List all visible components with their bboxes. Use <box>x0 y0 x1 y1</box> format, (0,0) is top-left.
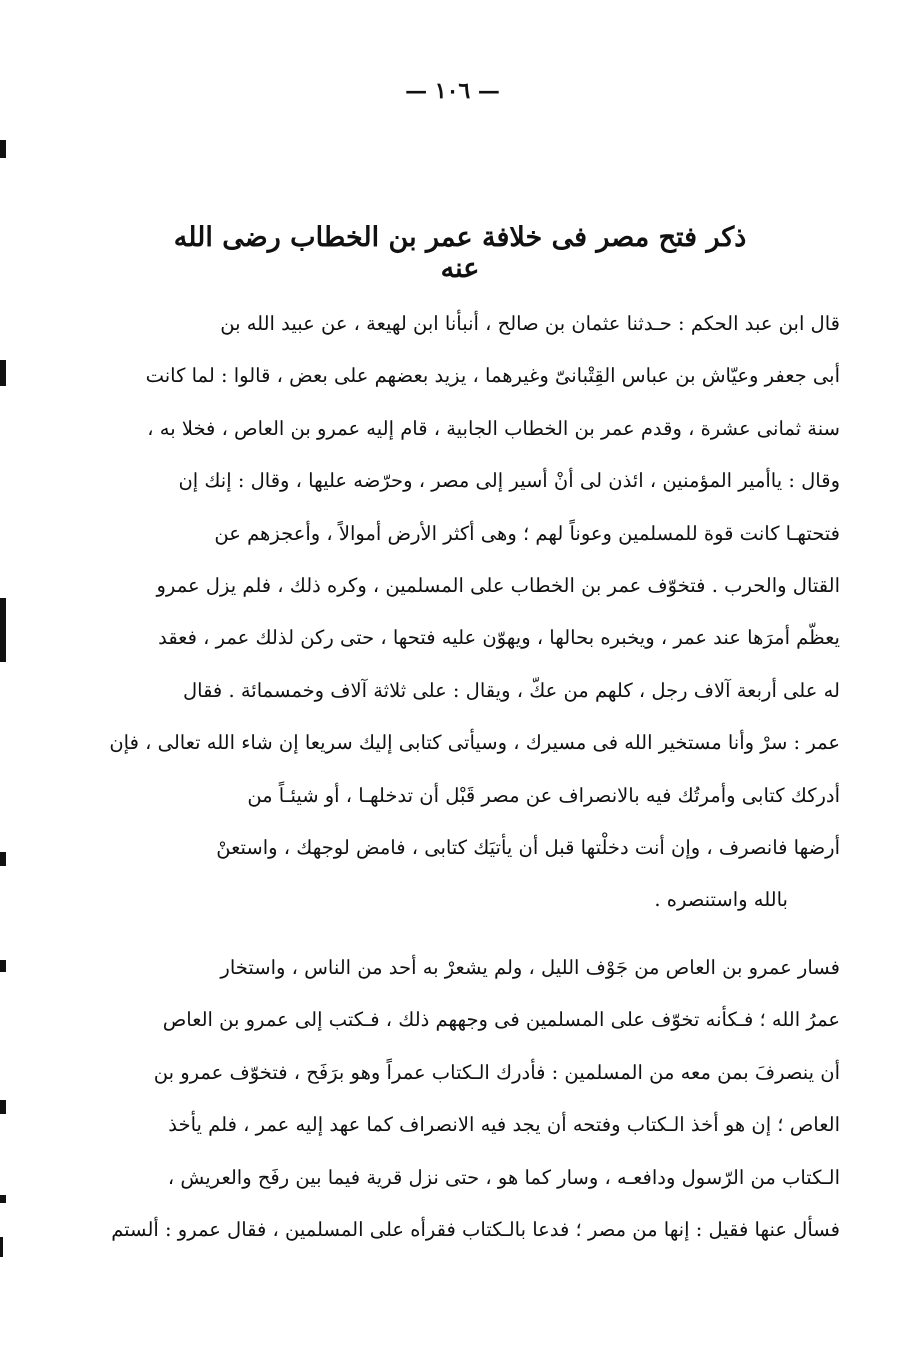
scan-edge-mark <box>0 1100 6 1114</box>
text-line: عمر : سرْ وأنا مستخير الله فى مسيرك ، وسيأتى كتابى إليك سريعا إن شاء الله تعالى ، فإن <box>109 731 840 755</box>
text-line: أبى جعفر وعيّاش بن عباس القِتْبانىّ وغيرهما ، يزيد بعضهم على بعض ، قالوا : لما كانت <box>145 364 840 388</box>
text-line: القتال والحرب . فتخوّف عمر بن الخطاب على المسلمين ، وكره ذلك ، فلم يزل عمرو <box>156 574 840 598</box>
scan-edge-mark <box>0 960 6 972</box>
text-line: فسار عمرو بن العاص من جَوْف الليل ، ولم يشعرْ به أحد من الناس ، واستخار <box>220 956 840 979</box>
text-line: بالله واستنصره . <box>654 888 788 912</box>
scan-edge-mark <box>0 360 6 386</box>
text-line: يعظّم أمرَها عند عمر ، ويخبره بحالها ، ويهوّن عليه فتحها ، حتى ركن لذلك عمر ، فعقد <box>158 626 840 650</box>
text-line: سنة ثمانى عشرة ، وقدم عمر بن الخطاب الجابية ، قام إليه عمرو بن العاص ، فخلا به ، <box>147 416 840 440</box>
paragraph-1 <box>100 298 840 927</box>
scan-edge-mark <box>0 140 6 158</box>
text-line: قال ابن عبد الحكم : حـدثنا عثمان بن صالح ، أنبأنا ابن لهيعة ، عن عبيد الله بن <box>220 312 840 335</box>
scan-edge-mark <box>0 1237 3 1257</box>
text-line: وقال : ياأمير المؤمنين ، ائذن لى أنْ أسير إلى مصر ، وحرّضه عليها ، وقال : إنك إن <box>178 469 840 493</box>
section-heading: ذكر فتح مصر فى خلافة عمر بن الخطاب رضى الله عنه <box>173 222 747 284</box>
text-line: فتحتهـا كانت قوة للمسلمين وعوناً لهم ؛ وهى أكثر الأرض أموالاً ، وأعجزهم عن <box>214 521 840 545</box>
text-line: عمرُ الله ؛ فـكأنه تخوّف على المسلمين فى وجههم ذلك ، فـكتب إلى عمرو بن العاص <box>162 1008 840 1032</box>
scan-edge-mark <box>0 852 6 866</box>
text-line: فسأل عنها فقيل : إنها من مصر ؛ فدعا بالـكتاب فقرأه على المسلمين ، فقال عمرو : ألستم <box>111 1218 840 1242</box>
text-line: الـكتاب من الرّسول ودافعـه ، وسار كما هو ، حتى نزل قرية فيما بين رفَح والعريش ، <box>167 1165 840 1189</box>
text-line: العاص ؛ إن هو أخذ الـكتاب وفتحه أن يجد فيه الانصراف كما عهد إليه عمر ، فلم يأخذ <box>168 1113 840 1137</box>
scan-edge-mark <box>0 598 6 662</box>
paragraph-2 <box>100 942 840 1256</box>
text-line: أن ينصرفَ بمن معه من المسلمين : فأدرك الـكتاب عمراً وهو برَفَح ، فتخوّف عمرو بن <box>153 1060 840 1084</box>
text-line: أرضها فانصرف ، وإن أنت دخلْتها قبل أن يأتيَك كتابى ، فامض لوجهك ، واستعنْ <box>216 836 840 860</box>
page-number: — ١٠٦ — <box>405 78 500 104</box>
scan-edge-mark <box>0 1195 6 1203</box>
text-line: أدركك كتابى وأمرتُك فيه بالانصراف عن مصر قَبْل أن تدخلهـا ، أو شيئـاً من <box>247 783 840 807</box>
text-line: له على أربعة آلاف رجل ، كلهم من عكّ ، ويقال : على ثلاثة آلاف وخمسمائة . فقال <box>182 678 840 702</box>
